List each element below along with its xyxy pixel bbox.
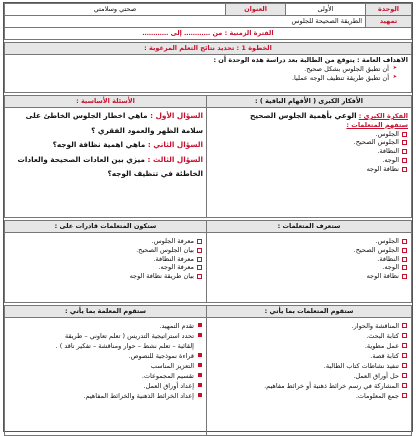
teacher-task-item: إلقائية – تعلم نشط – حوار ومناقشة – تفكير ناقد ) .	[55, 342, 194, 351]
knowledge-item: نظافة الوجه	[210, 272, 408, 281]
understand-item: النظافة.	[210, 147, 408, 156]
abilities-cell	[5, 233, 207, 303]
unit-label: الوحدة	[366, 4, 412, 16]
teacher-task-item: تحدد استراتيجية التدريس ( تعلم تعاوني – طريقة	[8, 331, 203, 341]
general-goals	[5, 55, 412, 93]
big-idea-label: الفكرة الكبرى :	[358, 112, 408, 120]
questions-heading: الأسئلة الأساسية :	[5, 96, 207, 108]
knowledge-item: النظافة.	[210, 255, 408, 264]
goals-intro: الاهداف العامة : يتوقع من الطالبة بعد دراسة هذه الوحدة أن :	[213, 56, 408, 64]
title-label: العنوان	[226, 4, 286, 16]
goal-item: ➤ أن تطبق طريقة تنظيف الوجه عمليا.	[8, 74, 398, 83]
ability-item: معرفة الجلوس.	[8, 237, 203, 246]
knowledge-item: الجلوس.	[210, 237, 408, 246]
lesson-plan-sheet	[3, 2, 413, 432]
step1-heading: الخطوة 1 : تحديد نتائج التعلم المرغوبة :	[5, 43, 412, 55]
tasks-table	[4, 305, 412, 436]
teacher-tasks-heading: ستقوم المعلمة بما يأتي :	[5, 306, 207, 318]
student-task-item: حل أوراق العمل.	[210, 371, 408, 381]
intro-value: الطريقة الصحيحة للجلوس	[5, 16, 366, 28]
student-task-item: عمل مطوية.	[210, 341, 408, 351]
q1-text: ماهي اخطار الجلوس الخاطئ على سلامة الظهر والعمود الفقري ؟	[25, 111, 203, 135]
teacher-task-item: تقدم التمهيد.	[8, 321, 203, 331]
teacher-tasks-cell	[5, 318, 207, 436]
understand-item: الوجه.	[210, 156, 408, 165]
goal-item: ➤ أن تطبق الجلوس بشكل صحيح.	[8, 65, 398, 74]
q2-text: ماهي اهمية نظافة الوجه؟	[52, 140, 146, 150]
big-ideas-cell	[207, 108, 412, 218]
title-value: صحتي وسلامتي	[5, 4, 226, 16]
knowledge-abilities-table	[4, 220, 412, 303]
student-task-item: المشاركة في رسم خرائط ذهنية أو خرائط مفاهيم.	[210, 381, 408, 391]
student-tasks-cell	[207, 318, 412, 436]
student-task-item: المناقشة والحوار.	[210, 321, 408, 331]
abilities-heading: ستكون المتعلمات قادرات على :	[5, 221, 207, 233]
student-tasks-heading: ستقوم المتعلمات بما يأتي :	[207, 306, 412, 318]
teacher-task-item: إعداد أوراق العمل.	[8, 381, 203, 391]
ability-item: معرفة الوجه.	[8, 263, 203, 272]
understand-item: نظافة الوجه	[210, 165, 408, 174]
student-task-item: جمع المعلومات.	[210, 391, 408, 401]
step1-table	[4, 42, 412, 93]
q2-label: السؤال الثاني :	[147, 140, 203, 150]
teacher-task-item: تقسيم المجموعات.	[8, 371, 203, 381]
q1-label: السؤال الأول :	[150, 111, 203, 120]
intro-label: تمهيد	[366, 16, 412, 28]
teacher-task-item: إعداد الخرائط الذهنية والخرائط المفاهيم.	[8, 391, 203, 401]
ideas-questions-table	[4, 95, 412, 218]
ability-item: بيان الجلوس الصحيح.	[8, 246, 203, 255]
knowledge-heading: ستعرف المتعلمات :	[207, 221, 412, 233]
big-ideas-heading: الأفكار الكبرى ( الأفهام الباقية ) :	[207, 96, 412, 108]
q3-text: ميزي بين العادات الصحيحة والعادات الخاطئة في تنظيف الوجه؟	[17, 154, 203, 179]
understand-item: الجلوس.	[210, 130, 408, 139]
ability-item: معرفة النظافة.	[8, 255, 203, 264]
knowledge-cell	[207, 233, 412, 303]
student-task-item: كتابة قصة.	[210, 351, 408, 361]
teacher-task-item: التعزيز المناسب	[8, 361, 203, 371]
ability-item: بيان طريقة نظافة الوجه	[8, 272, 203, 281]
time-period: الفترة الزمنية : من ………… إلى …………	[5, 28, 412, 40]
header-table	[4, 3, 412, 40]
student-task-item: تنفيذ نشاطات كتاب الطالبة.	[210, 361, 408, 371]
big-idea-value: الوعي بأهمية الجلوس الصحيح	[249, 111, 357, 120]
understand-item: الجلوس الصحيح.	[210, 138, 408, 147]
student-task-item: كتابة البحث.	[210, 331, 408, 341]
understand-label: ستفهم المتعلمات :	[346, 120, 408, 129]
q3-label: السؤال الثالث :	[147, 154, 203, 164]
unit-value: الأولى	[286, 4, 366, 16]
knowledge-item: الجلوس الصحيح.	[210, 246, 408, 255]
knowledge-item: الوجه.	[210, 263, 408, 272]
questions-cell	[5, 108, 207, 218]
teacher-task-item: قراءة نموذجية للنصوص.	[8, 351, 203, 361]
